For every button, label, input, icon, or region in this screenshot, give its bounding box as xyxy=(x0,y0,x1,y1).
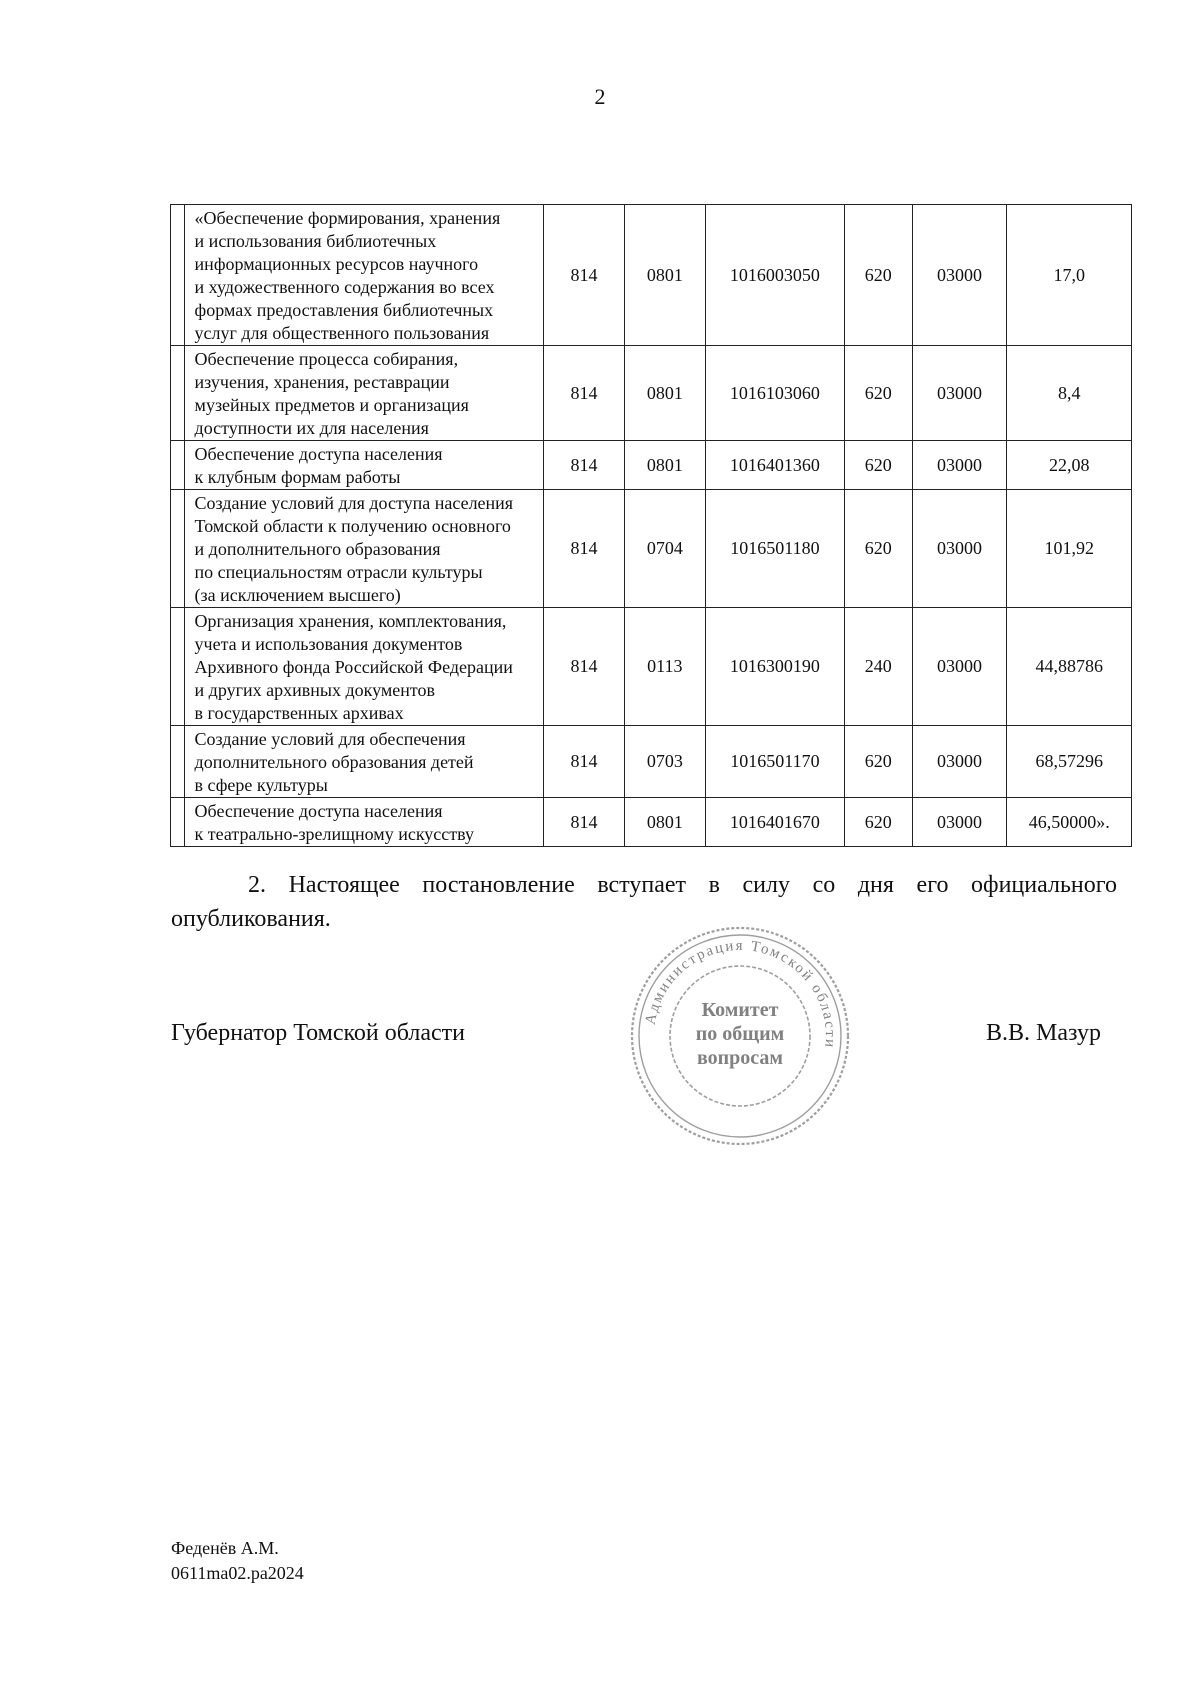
official-stamp xyxy=(628,924,852,1148)
signatory-name: В.В. Мазур xyxy=(986,1020,1101,1046)
row-marker-cell xyxy=(171,441,185,490)
row-marker-cell xyxy=(171,346,185,441)
cell-code: 03000 xyxy=(912,441,1007,490)
table-row xyxy=(171,346,1132,441)
row-marker-cell xyxy=(171,608,185,726)
cell-grbs: 814 xyxy=(544,608,624,726)
cell-name: Создание условий для обеспечения дополнительного образования детей в сфере культуры xyxy=(184,726,544,798)
document-code: 0611ma02.pa2024 xyxy=(171,1563,304,1583)
cell-section: 0113 xyxy=(624,608,705,726)
stamp-center-line-3: вопросам xyxy=(696,1047,784,1069)
cell-type: 620 xyxy=(844,490,912,608)
cell-section: 0801 xyxy=(624,441,705,490)
cell-sum: 46,50000». xyxy=(1007,798,1132,847)
cell-name: Обеспечение доступа населения к клубным формам работы xyxy=(184,441,544,490)
budget-table-body xyxy=(171,205,1132,847)
executor-name: Феденёв А.М. xyxy=(171,1538,279,1558)
cell-section: 0703 xyxy=(624,726,705,798)
cell-code: 03000 xyxy=(912,205,1007,346)
table-row xyxy=(171,726,1132,798)
table-row xyxy=(171,798,1132,847)
cell-type: 620 xyxy=(844,441,912,490)
cell-target: 1016501180 xyxy=(705,490,844,608)
cell-target: 1016501170 xyxy=(705,726,844,798)
cell-code: 03000 xyxy=(912,608,1007,726)
cell-target: 1016401670 xyxy=(705,798,844,847)
cell-target: 1016103060 xyxy=(705,346,844,441)
cell-sum: 17,0 xyxy=(1007,205,1132,346)
table-row xyxy=(171,490,1132,608)
cell-section: 0801 xyxy=(624,205,705,346)
cell-sum: 68,57296 xyxy=(1007,726,1132,798)
cell-target: 1016401360 xyxy=(705,441,844,490)
row-marker-cell xyxy=(171,726,185,798)
cell-code: 03000 xyxy=(912,346,1007,441)
footer xyxy=(171,1536,304,1586)
cell-grbs: 814 xyxy=(544,441,624,490)
cell-target: 1016003050 xyxy=(705,205,844,346)
cell-section: 0704 xyxy=(624,490,705,608)
cell-type: 240 xyxy=(844,608,912,726)
cell-section: 0801 xyxy=(624,798,705,847)
cell-code: 03000 xyxy=(912,490,1007,608)
cell-code: 03000 xyxy=(912,726,1007,798)
cell-grbs: 814 xyxy=(544,726,624,798)
cell-grbs: 814 xyxy=(544,346,624,441)
cell-section: 0801 xyxy=(624,346,705,441)
cell-name: Обеспечение процесса собирания, изучения, хранения, реставрации музейных предметов и организация доступности их для населения xyxy=(184,346,544,441)
cell-code: 03000 xyxy=(912,798,1007,847)
clause-2: 2. Настоящее постановление вступает в силу со дня его официального опубликования. xyxy=(171,872,1117,932)
stamp-center-line-1: Комитет xyxy=(701,999,779,1021)
row-marker-cell xyxy=(171,490,185,608)
cell-name: Организация хранения, комплектования, учета и использования документов Архивного фонда Российской Федерации и других архивных документов в государственных архивах xyxy=(184,608,544,726)
row-marker-cell xyxy=(171,205,185,346)
cell-name: Обеспечение доступа населения к театрально-зрелищному искусству xyxy=(184,798,544,847)
cell-sum: 22,08 xyxy=(1007,441,1132,490)
cell-sum: 8,4 xyxy=(1007,346,1132,441)
stamp-ring-text: Администрация Томской области xyxy=(642,937,839,1050)
page-number: 2 xyxy=(594,84,606,109)
cell-type: 620 xyxy=(844,205,912,346)
cell-type: 620 xyxy=(844,346,912,441)
cell-type: 620 xyxy=(844,726,912,798)
cell-name: Создание условий для доступа населения Томской области к получению основного и дополнительного образования по специальностям отрасли культуры (за исключением высшего) xyxy=(184,490,544,608)
cell-grbs: 814 xyxy=(544,490,624,608)
cell-grbs: 814 xyxy=(544,798,624,847)
cell-target: 1016300190 xyxy=(705,608,844,726)
cell-sum: 44,88786 xyxy=(1007,608,1132,726)
cell-grbs: 814 xyxy=(544,205,624,346)
stamp-center-line-2: по общим xyxy=(695,1023,785,1045)
budget-table xyxy=(170,204,1132,847)
row-marker-cell xyxy=(171,798,185,847)
table-row xyxy=(171,205,1132,346)
signatory-title: Губернатор Томской области xyxy=(171,1020,465,1046)
table-row xyxy=(171,608,1132,726)
cell-type: 620 xyxy=(844,798,912,847)
cell-name: «Обеспечение формирования, хранения и использования библиотечных информационных ресурсов научного и художественного содержания во всех формах предоставления библиотечных услуг для общественного пользования xyxy=(184,205,544,346)
cell-sum: 101,92 xyxy=(1007,490,1132,608)
table-row xyxy=(171,441,1132,490)
